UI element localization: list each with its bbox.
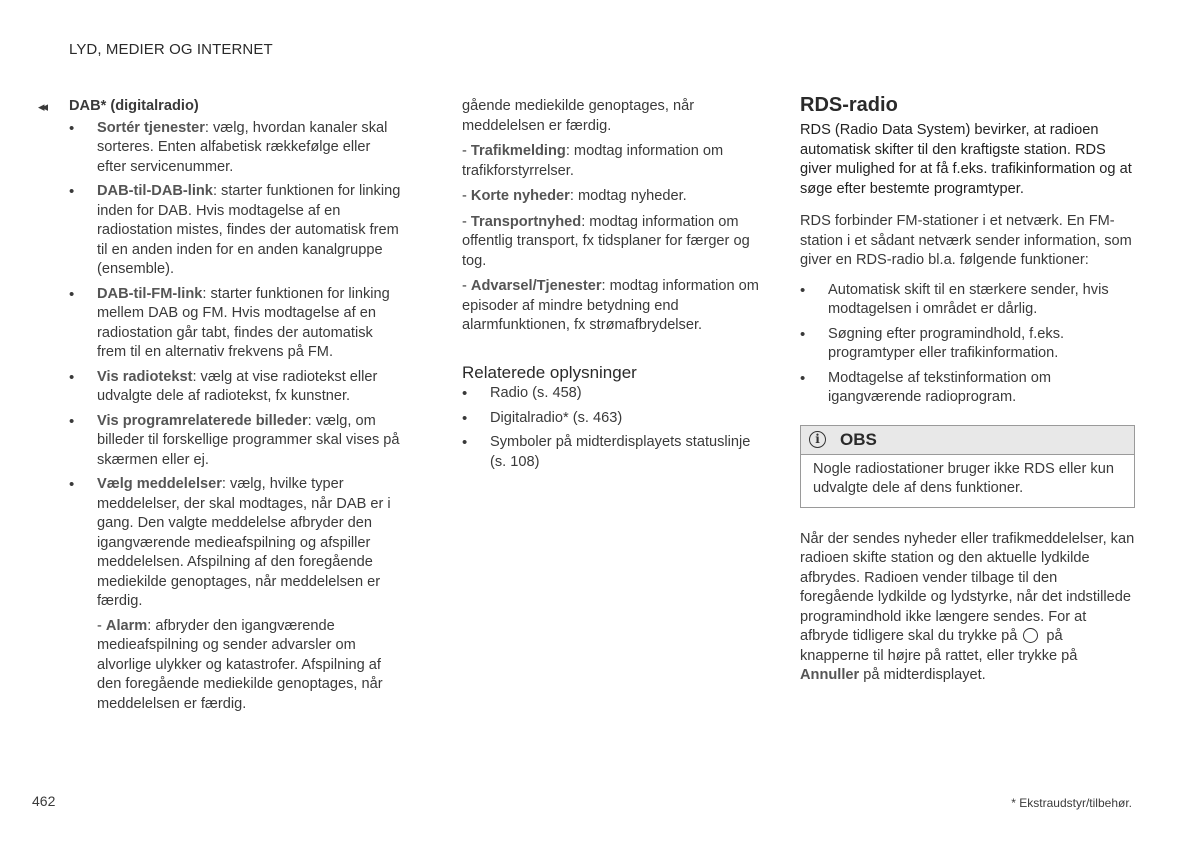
list-item: • Automatisk skift til en stærkere sender, hvis modtagelsen i området er dårlig.: [800, 281, 1135, 320]
option-term: Advarsel/Tjenester: [470, 278, 602, 294]
related-link[interactable]: • Radio (s. 458): [462, 384, 767, 404]
column-rds: [800, 93, 1135, 691]
option-text: : starter funktionen for linking mellem DAB og FM. Hvis modtagelse af en radiostation går tabt, findes der automatisk frem til en alternativ frekvens på FM.: [97, 285, 390, 360]
sub-option: [462, 187, 767, 207]
column-dab: [38, 97, 401, 714]
sub-option: [462, 213, 767, 272]
list-item: [69, 182, 401, 280]
list-item: • Søgning efter programindhold, f.eks. programtyper eller trafikinformation.: [800, 325, 1135, 364]
para-text: Når der sendes nyheder eller trafikmeddelelser, kan radioen skifte station og den aktuelle lydkilde afbrydes. Radioen vender tilbage til den foregående lydkilde og lydstyrke, når det indstillede programindhold ikke længere sendes. For at afbryde tidligere skal du trykke på: [800, 530, 1135, 644]
rds-title: RDS-radio: [800, 94, 898, 116]
related-heading: Relaterede oplysninger: [462, 362, 637, 382]
related-link[interactable]: • Digitalradio* (s. 463): [462, 409, 767, 429]
option-term: DAB-til-FM-link: [97, 285, 203, 302]
option-text: : vælg at vise radiotekst eller udvalgte dele af radiotekst, fx kunstner.: [97, 368, 378, 404]
list-item: [69, 119, 401, 178]
option-term: DAB-til-DAB-link: [97, 183, 213, 199]
option-term: Vælg meddelelser: [97, 476, 222, 492]
list-item: • Modtagelse af tekstinformation om igangværende radioprogram.: [800, 369, 1135, 408]
info-icon: i: [809, 431, 826, 448]
obs-title: OBS: [840, 429, 877, 449]
option-text: : modtag information om offentlig transport, fx tidsplaner for færger og tog.: [462, 213, 750, 269]
related-list: [462, 384, 767, 472]
option-term: Sortér tjenester: [97, 119, 205, 136]
option-term: Vis radiotekst: [97, 368, 193, 385]
footnote: * Ekstraudstyr/tilbehør.: [1011, 796, 1132, 810]
option-text: : modtag nyheder.: [569, 188, 687, 204]
sub-option-alarm: [69, 617, 401, 715]
continued-text: gående mediekilde genoptages, når meddelelsen er færdig.: [462, 98, 695, 134]
continued-arrow-icon: ◂◂: [38, 99, 46, 114]
dash: -: [97, 617, 106, 634]
sub-option: [462, 277, 767, 336]
section-title-dab: DAB* (digitalradio): [69, 98, 199, 114]
dash: -: [462, 278, 471, 294]
rds-functions-list: [800, 281, 1135, 408]
list-item: [69, 412, 401, 471]
dash: -: [462, 143, 471, 159]
dab-options-list: [69, 119, 401, 612]
option-term: Transportnyhed: [470, 213, 582, 230]
option-text: : vælg, hvordan kanaler skal sorteres. Enten alfabetisk rækkefølge eller efter servicenummer.: [97, 119, 388, 175]
option-text: : modtag information om episoder af mindre betydning end alarmfunktionen, fx strømafbrydelser.: [462, 278, 759, 333]
obs-header: [801, 426, 1134, 455]
annuller-label: Annuller: [800, 667, 860, 683]
sub-option: [462, 142, 767, 181]
related-link[interactable]: • Symboler på midterdisplayets statuslinje (s. 108): [462, 433, 767, 472]
page-number: 462: [32, 793, 56, 809]
obs-text: Nogle radiostationer bruger ikke RDS eller kun udvalgte dele af dens funktioner.: [813, 460, 1114, 496]
para-text: på midterdisplayet.: [863, 667, 986, 683]
column-continued: [462, 97, 767, 477]
option-term: Vis programrelaterede billeder: [97, 412, 308, 429]
option-text: : vælg, hvilke typer meddelelser, der skal modtages, når DAB er i gang. Den valgte meddelelse afbryder den igangværende medieafspilning og afspiller meddelelsen. Afspilning af den foregående mediekilde genoptages, når meddelelsen er færdig.: [97, 476, 391, 609]
option-text: : vælg, om billeder til forskellige programmer skal vises på skærmen eller ej.: [97, 412, 400, 468]
obs-note-box: [800, 425, 1135, 508]
list-item: [69, 475, 401, 612]
list-item: [69, 285, 401, 363]
option-text: : afbryder den igangværende medieafspilning og sender advarsler om alvorlige ulykker og katastrofer. Afspilning af den foregående mediekilde genoptages, når meddelelsen er færdig.: [97, 617, 383, 712]
para-text: på knapperne til højre på rattet, eller trykke på: [800, 628, 1078, 664]
list-item: [69, 368, 401, 407]
option-text: : starter funktionen for linking inden for DAB. Hvis modtagelse af en radiostation mistes, findes der automatisk frem til en anden inden for en anden kanalgruppe (ensemble).: [97, 183, 401, 277]
dash: -: [462, 188, 471, 204]
dash: -: [462, 213, 471, 230]
option-term: Korte nyheder: [470, 188, 570, 204]
option-text: : modtag information om trafikforstyrrelser.: [462, 143, 724, 179]
page-header: LYD, MEDIER OG INTERNET: [69, 41, 273, 58]
steering-wheel-button-icon: [1023, 628, 1038, 643]
option-term: Alarm: [105, 617, 148, 634]
option-term: Trafikmelding: [470, 143, 566, 159]
rds-paragraph-news: [800, 530, 1135, 686]
rds-paragraph: RDS forbinder FM-stationer i et netværk. En FM-station i et sådant netværk sender information, som giver en RDS-radio bl.a. følgende funktioner:: [800, 213, 1132, 268]
rds-intro: RDS (Radio Data System) bevirker, at radioen automatisk skifter til den kraftigste station. RDS giver mulighed for at få f.eks. trafikinformation og at søge efter bestemte programtyper.: [800, 122, 1132, 197]
